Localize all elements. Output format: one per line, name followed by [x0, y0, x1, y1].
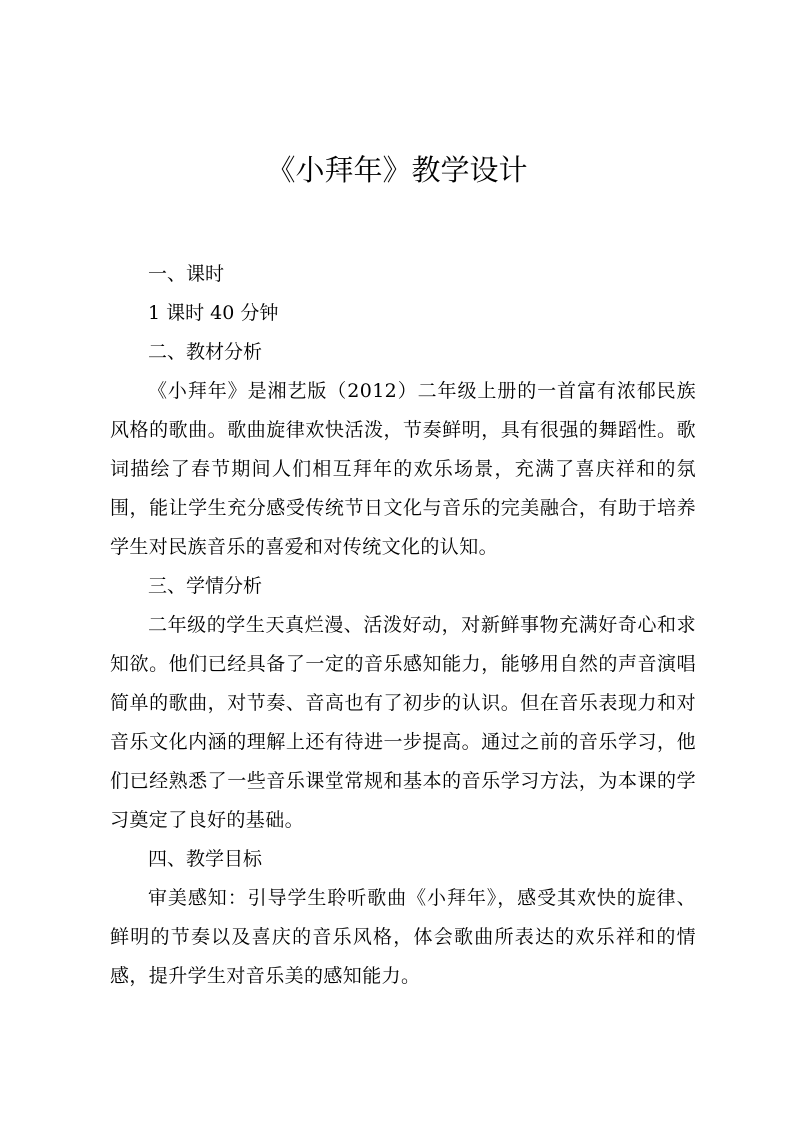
material-analysis-paragraph: 《小拜年》是湘艺版（2012）二年级上册的一首富有浓郁民族风格的歌曲。歌曲旋律欢快活泼，节奏鲜明，具有很强的舞蹈性。歌词描绘了春节期间人们相互拜年的欢乐场景，充满了喜庆祥和的氛围，能让学生充分感受传统节日文化与音乐的完美融合，有助于培养学生对民族音乐的喜爱和对传统文化的认知。: [110, 380, 696, 558]
section-heading-teaching-goals: 四、教学目标: [148, 848, 263, 870]
document-body: [110, 255, 696, 996]
student-analysis-paragraph: 二年级的学生天真烂漫、活泼好动，对新鲜事物充满好奇心和求知欲。他们已经具备了一定的音乐感知能力，能够用自然的声音演唱简单的歌曲，对节奏、音高也有了初步的认识。但在音乐表现力和对音乐文化内涵的理解上还有待进一步提高。通过之前的音乐学习，他们已经熟悉了一些音乐课堂常规和基本的音乐学习方法，为本课的学习奠定了良好的基础。: [110, 614, 696, 831]
section-heading-material-analysis: 二、教材分析: [148, 341, 263, 363]
class-hours-text: 1 课时 40 分钟: [148, 302, 279, 324]
teaching-goals-paragraph: 审美感知：引导学生聆听歌曲《小拜年》，感受其欢快的旋律、鲜明的节奏以及喜庆的音乐风格，体会歌曲所表达的欢乐祥和的情感，提升学生对音乐美的感知能力。: [110, 887, 696, 987]
document-title: 《小拜年》教学设计: [266, 153, 528, 187]
section-heading-student-analysis: 三、学情分析: [148, 575, 263, 597]
section-heading-class-hours: 一、课时: [148, 263, 225, 285]
